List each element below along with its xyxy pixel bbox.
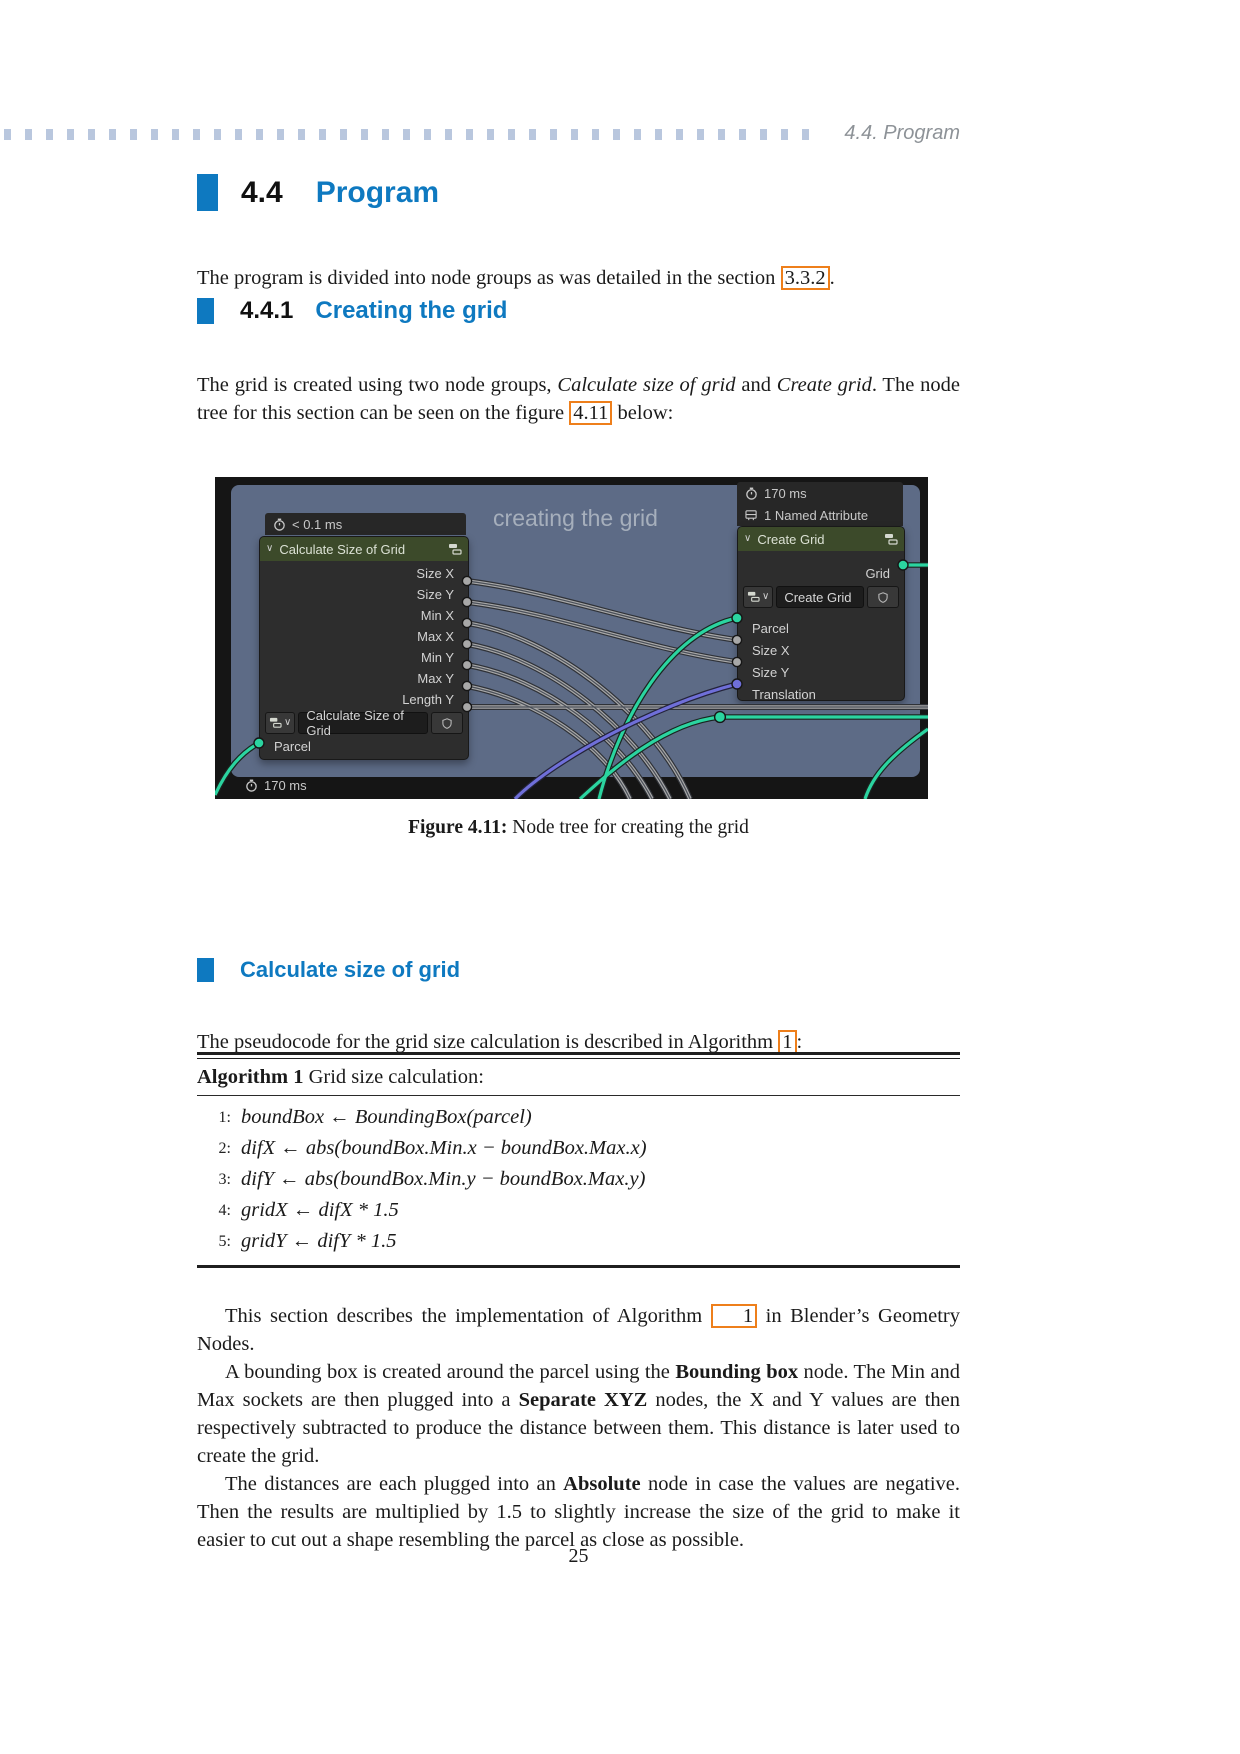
bounding-box-paragraph <box>197 1358 960 1470</box>
header-square <box>466 129 473 140</box>
italic-term: Create grid <box>776 373 872 396</box>
node-group-icon <box>747 591 760 603</box>
header-square <box>361 129 368 140</box>
algorithm-block <box>197 1052 960 1268</box>
header-square <box>529 129 536 140</box>
header-square <box>340 129 347 140</box>
header-square <box>25 129 32 140</box>
chevron-down-icon: ∨ <box>284 717 292 728</box>
header-square <box>235 129 242 140</box>
header-square <box>718 129 725 140</box>
line-number: 4: <box>218 1202 231 1219</box>
fake-user-button[interactable] <box>867 586 899 608</box>
output-row: Size X <box>416 566 454 581</box>
input-row: Parcel <box>274 739 311 754</box>
algorithm-ref-link[interactable]: 1 <box>711 1304 757 1328</box>
header-square <box>445 129 452 140</box>
output-row: Grid <box>865 566 890 581</box>
create-grid-node <box>737 526 905 701</box>
line-code: boundBox ← BoundingBox(parcel) <box>241 1106 532 1128</box>
stopwatch-icon <box>273 518 286 531</box>
caption-label: Figure 4.11: <box>408 817 508 838</box>
figure-4-11 <box>215 477 928 799</box>
header-square <box>760 129 767 140</box>
subsection-heading <box>197 297 507 325</box>
output-row: Min Y <box>421 650 454 665</box>
algorithm-line <box>197 1133 960 1164</box>
body-text: node in case the values are negative. Then the results are multiplied by 1.5 to slightly increase the size of the grid to make it easier to cut out a shape resembling the parcel as close as possible. <box>197 1472 961 1551</box>
output-row: Max X <box>417 629 454 644</box>
section-heading <box>197 174 439 211</box>
algorithm-line <box>197 1102 960 1133</box>
header-square <box>802 129 809 140</box>
heading-square-icon <box>197 174 218 211</box>
output-socket-list <box>260 561 468 710</box>
header-square <box>130 129 137 140</box>
header-square <box>319 129 326 140</box>
line-code: difX ← abs(boundBox.Min.x − boundBox.Max.x) <box>241 1137 647 1159</box>
absolute-paragraph <box>197 1470 960 1554</box>
algorithm-line <box>197 1226 960 1257</box>
page-number: 25 <box>568 1545 589 1567</box>
shield-icon <box>877 591 889 604</box>
chevron-down-icon[interactable]: ∨ <box>744 533 752 544</box>
header-square <box>256 129 263 140</box>
line-number: 1: <box>218 1109 231 1126</box>
section-number: 4.4 <box>241 175 283 209</box>
fake-user-button[interactable] <box>431 712 463 734</box>
bold-term: Absolute <box>563 1472 641 1495</box>
frame-timer-badge <box>245 778 307 793</box>
header-square <box>508 129 515 140</box>
node-group-selector[interactable] <box>260 710 468 736</box>
header-square <box>424 129 431 140</box>
grid-paragraph-text: The grid is created using two node groups, <box>197 373 558 396</box>
output-row: Min X <box>420 608 454 623</box>
node-group-icon <box>269 717 282 729</box>
group-selector-chip[interactable] <box>743 586 773 608</box>
input-row: Size Y <box>752 665 790 680</box>
section-title: Program <box>315 175 440 209</box>
node-title: Calculate Size of Grid <box>279 541 406 557</box>
algorithm-title <box>197 1059 960 1095</box>
header-square <box>676 129 683 140</box>
algorithm-label: Algorithm 1 <box>197 1066 304 1088</box>
paragraph-heading <box>197 957 460 983</box>
algorithm-body <box>197 1096 960 1265</box>
header-square <box>46 129 53 140</box>
grid-paragraph <box>197 371 960 427</box>
line-code: gridY ← difY * 1.5 <box>241 1230 397 1252</box>
header-dots <box>4 127 823 145</box>
timer-label: < 0.1 ms <box>292 516 343 532</box>
group-name-field[interactable]: Create Grid <box>776 586 864 608</box>
line-number: 5: <box>218 1233 231 1250</box>
section-ref-link[interactable]: 3.3.2 <box>781 266 830 290</box>
output-row: Max Y <box>417 671 454 686</box>
heading-square-icon <box>197 958 214 982</box>
grid-paragraph-text: below: <box>612 401 674 424</box>
input-row: Size X <box>752 643 790 658</box>
header-square <box>4 129 11 140</box>
caption-text: Node tree for creating the grid <box>507 817 749 838</box>
header-square <box>88 129 95 140</box>
running-header-title: 4.4. Program <box>844 122 960 144</box>
algorithm-rule <box>197 1052 960 1055</box>
create-grid-node-header[interactable] <box>738 527 904 551</box>
line-number: 3: <box>218 1171 231 1188</box>
chevron-down-icon: ∨ <box>762 591 770 602</box>
body-text: node. The Min and Max sockets are then plugged into a <box>197 1360 961 1411</box>
timer-badge <box>265 513 466 535</box>
header-square <box>382 129 389 140</box>
algorithm-line <box>197 1195 960 1226</box>
implementation-paragraph <box>197 1302 960 1358</box>
chevron-down-icon[interactable]: ∨ <box>266 543 274 554</box>
calc-size-node-header[interactable] <box>260 537 468 561</box>
header-square <box>172 129 179 140</box>
header-square <box>571 129 578 140</box>
line-code: gridX ← difX * 1.5 <box>241 1199 399 1221</box>
header-square <box>214 129 221 140</box>
output-row: Size Y <box>416 587 454 602</box>
input-row: Parcel <box>752 621 789 636</box>
timer-badge <box>737 482 903 504</box>
header-square <box>487 129 494 140</box>
paragraph-heading-title: Calculate size of grid <box>240 957 461 982</box>
body-text: The distances are each plugged into an <box>225 1472 564 1495</box>
figure-caption <box>197 817 960 839</box>
implementation-text: in Blender’s Geometry Nodes. <box>197 1304 960 1355</box>
algorithm-line <box>197 1164 960 1195</box>
bold-term: Bounding box <box>675 1360 799 1383</box>
group-name-field[interactable]: Calculate Size of Grid <box>298 712 428 734</box>
algorithm-ref-link[interactable]: 1 <box>778 1030 796 1054</box>
figure-ref-link[interactable]: 4.11 <box>569 401 612 425</box>
header-square <box>781 129 788 140</box>
header-square <box>739 129 746 140</box>
named-attribute-label: 1 Named Attribute <box>764 507 869 523</box>
stopwatch-icon <box>745 487 758 500</box>
node-group-icon <box>884 533 898 546</box>
node-group-icon <box>448 543 462 556</box>
algorithm-title-text: Grid size calculation: <box>303 1066 484 1088</box>
header-square <box>67 129 74 140</box>
named-attribute-badge <box>737 504 903 526</box>
header-square <box>109 129 116 140</box>
grid-paragraph-text: and <box>735 373 777 396</box>
stopwatch-icon <box>245 779 258 792</box>
italic-term: Calculate size of grid <box>557 373 736 396</box>
timer-label: 170 ms <box>764 485 807 501</box>
header-square <box>193 129 200 140</box>
body-text: A bounding box is created around the parcel using the <box>225 1360 676 1383</box>
output-row: Length Y <box>402 692 454 707</box>
header-square <box>403 129 410 140</box>
running-header <box>4 122 960 144</box>
header-square <box>634 129 641 140</box>
line-number: 2: <box>218 1140 231 1157</box>
intro-text: The program is divided into node groups as was detailed in the section <box>197 266 781 289</box>
frame-label: creating the grid <box>493 505 658 531</box>
group-selector-chip[interactable] <box>265 712 295 734</box>
intro-paragraph <box>197 264 960 292</box>
node-group-selector[interactable] <box>738 584 904 610</box>
header-square <box>298 129 305 140</box>
header-square <box>697 129 704 140</box>
input-row: Translation <box>752 687 816 702</box>
pseudocode-text: The pseudocode for the grid size calculation is described in Algorithm <box>197 1030 779 1053</box>
body-text: nodes, the X and Y values are then respectively subtracted to produce the distance between them. This distance is later used to create the grid. <box>197 1388 960 1467</box>
heading-square-icon <box>197 298 214 324</box>
grid-paragraph-text: . The node tree for this section can be seen on the figure <box>197 373 960 424</box>
subsection-number: 4.4.1 <box>240 297 294 324</box>
line-code: difY ← abs(boundBox.Min.y − boundBox.Max.y) <box>241 1168 646 1190</box>
bold-term: Separate XYZ <box>518 1388 648 1411</box>
timer-label: 170 ms <box>264 778 307 793</box>
algorithm-rule <box>197 1265 960 1268</box>
node-title: Create Grid <box>757 531 825 547</box>
header-square <box>550 129 557 140</box>
header-square <box>277 129 284 140</box>
header-square <box>655 129 662 140</box>
header-square <box>151 129 158 140</box>
intro-after: . <box>829 266 835 289</box>
implementation-text: This section describes the implementation of Algorithm <box>225 1304 711 1327</box>
header-square <box>613 129 620 140</box>
calc-size-node <box>259 536 469 760</box>
named-attribute-icon <box>745 509 758 521</box>
header-square <box>592 129 599 140</box>
subsection-title: Creating the grid <box>315 297 508 324</box>
input-socket-list <box>738 610 904 706</box>
pseudocode-after: : <box>796 1030 803 1053</box>
shield-icon <box>441 717 453 730</box>
